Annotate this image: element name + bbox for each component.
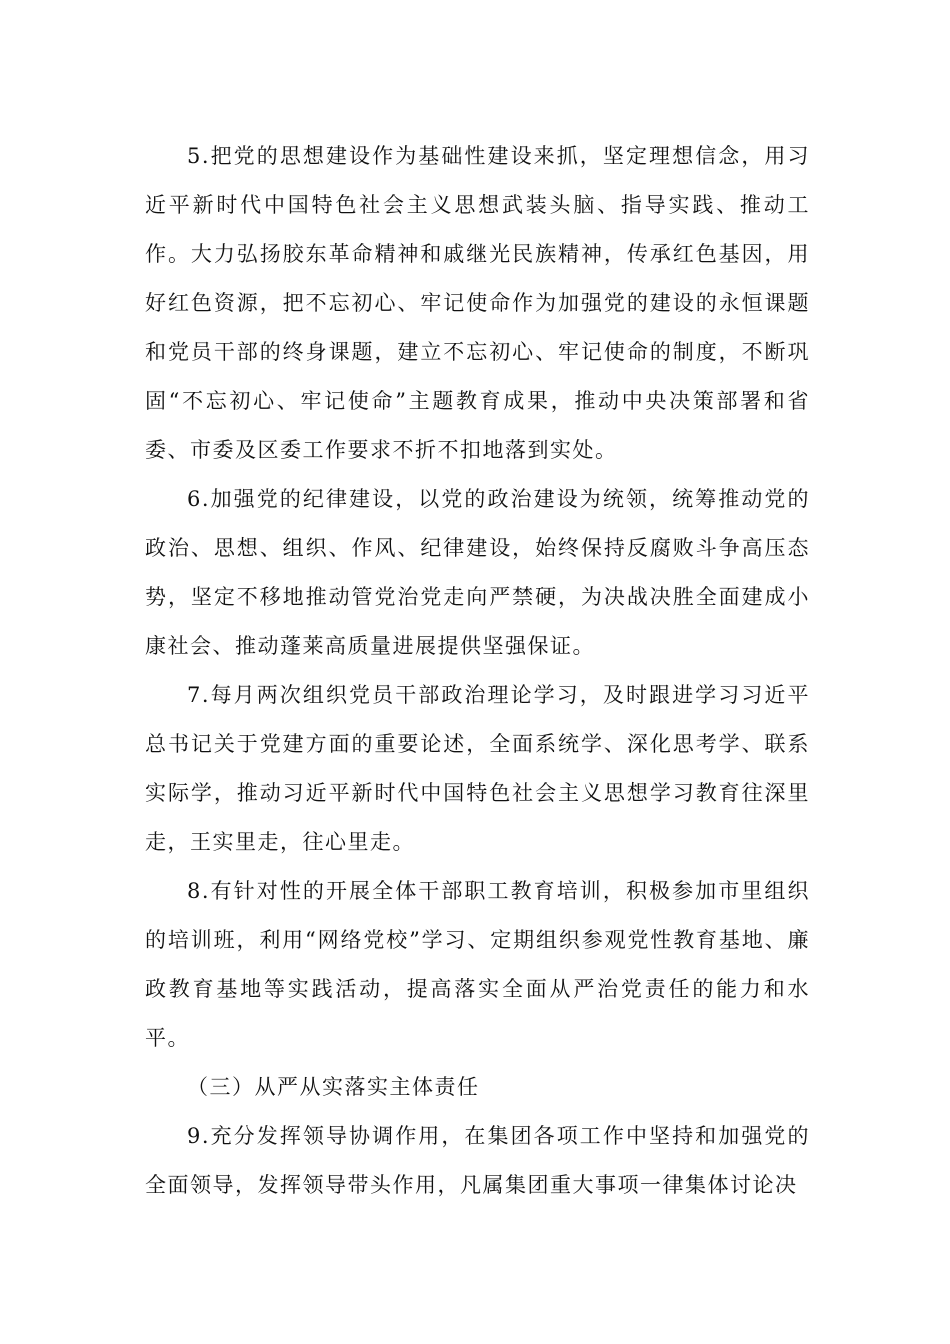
document-body — [145, 132, 810, 1210]
section-heading: （三）从严从实落实主体责任 — [187, 1075, 480, 1099]
paragraph-9: 9.充分发挥领导协调作用，在集团各项工作中坚持和加强党的全面领导，发挥领导带头作用，凡属集团重大事项一律集体讨论决 — [145, 1124, 810, 1197]
paragraph-5: 5.把党的思想建设作为基础性建设来抓，坚定理想信念，用习近平新时代中国特色社会主义思想武装头脑、指导实践、推动工作。大力弘扬胶东革命精神和戚继光民族精神，传承红色基因，用好红色资源，把不忘初心、牢记使命作为加强党的建设的永恒课题和党员干部的终身课题，建立不忘初心、牢记使命的制度，不断巩固“不忘初心、牢记使命”主题教育成果，推动中央决策部署和省委、市委及区委工作要求不折不扣地落到实处。 — [145, 144, 810, 462]
paragraph-8: 8.有针对性的开展全体干部职工教育培训，积极参加市里组织的培训班，利用“网络党校”学习、定期组织参观党性教育基地、廉政教育基地等实践活动，提高落实全面从严治党责任的能力和水平。 — [145, 879, 810, 1050]
paragraph-7: 7.每月两次组织党员干部政治理论学习，及时跟进学习习近平总书记关于党建方面的重要论述，全面系统学、深化思考学、联系实际学，推动习近平新时代中国特色社会主义思想学习教育往深里走，王实里走，往心里走。 — [145, 683, 810, 854]
paragraph-6: 6.加强党的纪律建设，以党的政治建设为统领，统筹推动党的政治、思想、组织、作风、纪律建设，始终保持反腐败斗争高压态势，坚定不移地推动管党治党走向严禁硬，为决战决胜全面建成小康社会、推动蓬莱高质量进展提供坚强保证。 — [145, 487, 810, 658]
